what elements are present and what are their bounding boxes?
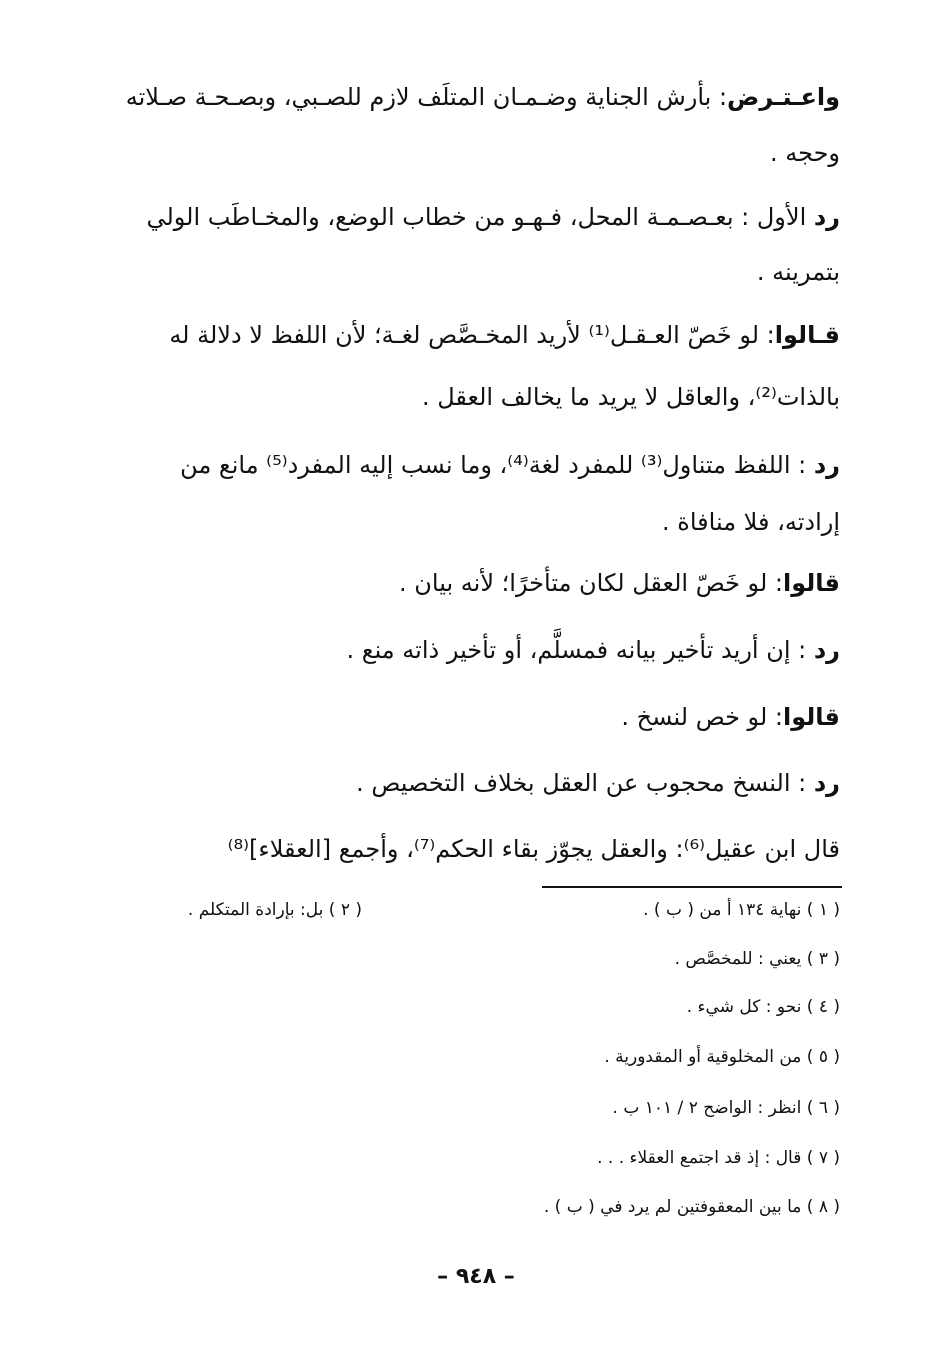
body-line-13-text: قال ابن عقيل⁽⁶⁾: والعقل يجوّز بقاء الحكم⁽⁷⁾، وأجمع [العقلاء]⁽⁸⁾ [227, 835, 840, 863]
footnote-7: ( ٧ ) قال : إذ قد اجتمع العقلاء . . . [597, 1148, 840, 1168]
body-line-8-text: إرادته، فلا منافاة . [662, 508, 840, 536]
body-line-5-lead: قـالوا [774, 321, 840, 349]
body-line-10-text: : إن أريد تأخير بيانه فمسلَّم، أو تأخير ذاته منع . [346, 636, 814, 664]
body-line-1 [126, 80, 840, 114]
footnote-3: ( ٣ ) يعني : للمخصَّص . [674, 949, 840, 969]
footnote-1: ( ١ ) نهاية ١٣٤ أ من ( ب ) . [643, 900, 840, 920]
footnote-4: ( ٤ ) نحو : كل شيء . [686, 997, 840, 1017]
body-line-4 [757, 255, 840, 289]
footnote-divider [542, 886, 842, 888]
body-line-3-text: الأول : بعـصـمـة المحل، فـهـو من خطاب الوضع، والمخـاطَب الولي [146, 203, 814, 231]
footnote-5: ( ٥ ) من المخلوقية أو المقدورية . [604, 1047, 840, 1067]
body-line-1-lead: واعـتـرض [727, 83, 840, 111]
body-line-8 [662, 505, 840, 539]
footnote-6: ( ٦ ) انظر : الواضح ٢ / ١٠١ ب . [612, 1098, 840, 1118]
footnote-8: ( ٨ ) ما بين المعقوفتين لم يرد في ( ب ) . [543, 1197, 840, 1217]
body-line-12-lead: رد [813, 769, 840, 797]
body-line-10 [347, 633, 840, 667]
body-line-10-lead: رد [813, 636, 840, 664]
body-line-6-text: بالذات⁽²⁾، والعاقل لا يريد ما يخالف العقل . [421, 383, 840, 411]
body-line-11-lead: قالوا [782, 703, 840, 731]
body-line-5-text: : لو خَصّ العـقـل⁽¹⁾ لأريد المخـصَّص لغـة؛ لأن اللفظ لا دلالة له [169, 321, 775, 349]
body-line-9-lead: قالوا [782, 569, 840, 597]
page-number: – ٩٤٨ – [437, 1264, 515, 1289]
body-line-4-text: بتمرينه . [756, 258, 840, 286]
body-line-7-lead: رد [813, 451, 840, 479]
body-line-5 [169, 318, 840, 352]
body-line-3 [146, 200, 840, 234]
body-line-6 [422, 380, 840, 414]
body-line-11-text: : لو خص لنسخ . [621, 703, 783, 731]
body-line-12-text: : النسخ محجوب عن العقل بخلاف التخصيص . [356, 769, 814, 797]
body-line-3-lead: رد [813, 203, 840, 231]
body-line-11 [621, 700, 840, 734]
body-line-1-text: : بأرش الجناية وضـمـان المتلَف لازم للصـبي، وبصـحـة صـلاته [125, 83, 728, 111]
body-line-2 [770, 136, 840, 170]
body-line-7-text: : اللفظ متناول⁽³⁾ للمفرد لغة⁽⁴⁾، وما نسب إليه المفرد⁽⁵⁾ مانع من [180, 451, 814, 479]
body-line-9 [399, 566, 840, 600]
body-line-9-text: : لو خَصّ العقل لكان متأخرًا؛ لأنه بيان . [399, 569, 783, 597]
body-line-2-text: وحجه . [769, 139, 840, 167]
footnote-2: ( ٢ ) بل: بإرادة المتكلم . [187, 900, 362, 920]
body-line-12 [356, 766, 840, 800]
body-line-7 [180, 448, 840, 482]
body-line-13 [228, 832, 840, 866]
